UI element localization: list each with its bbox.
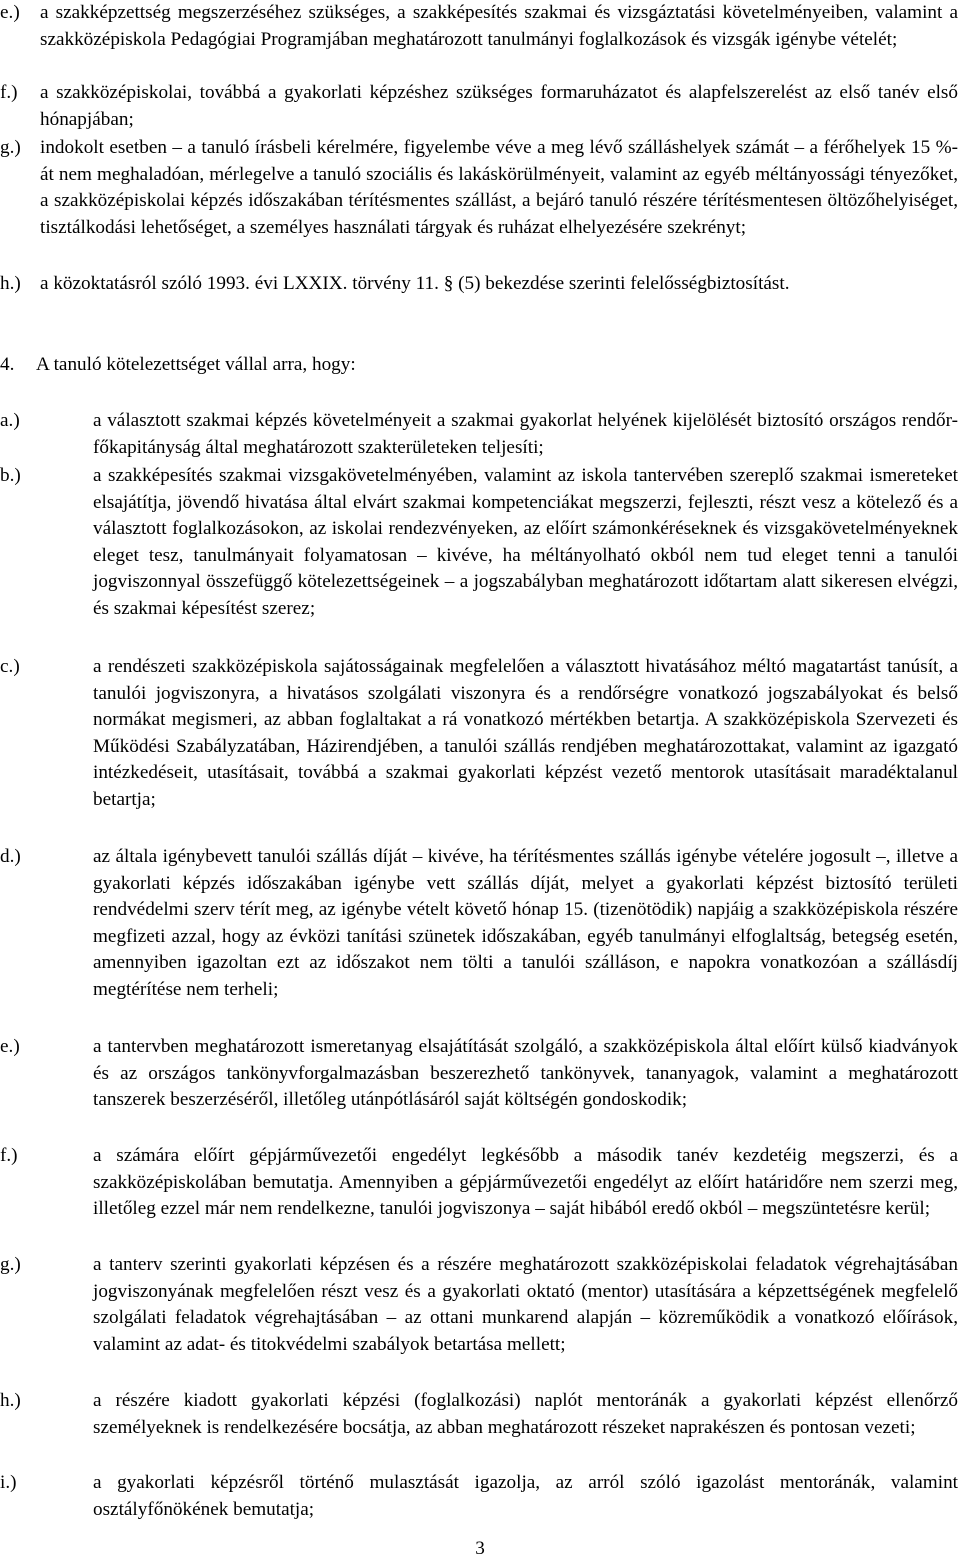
list-item-label: a.)	[0, 410, 20, 431]
list-item-text: a választott szakmai képzés követelményeit a szakmai gyakorlat helyének kijelölését biztosító országos rendőr-főkapitányság által meghatározott szakterületeken teljesíti;	[93, 410, 958, 458]
list-item-text: a gyakorlati képzésről történő mulasztását igazolja, az arról szóló igazolást mentoránák, valamint osztályfőnökének bemutatja;	[93, 1472, 958, 1520]
list-item-label: e.)	[0, 2, 20, 23]
list-item-label: g.)	[0, 1254, 21, 1275]
list-item-label: e.)	[0, 1036, 20, 1057]
list-item-text: a tanterv szerinti gyakorlati képzésen és a részére meghatározott szakközépiskolai feladatok végrehajtásában jogviszonyának megfelelően részt vesz és a gyakorlati oktató (mentor) utasítására a képzettségének megfelelő szolgálati feladatok végrehajtásában – az ottani munkarend alapján – közreműködik a vonatkozó előírások, valamint az adat- és titokvédelmi szabályok betartása mellett;	[93, 1254, 958, 1355]
list-item-4g	[0, 1252, 958, 1358]
list-item-3f	[0, 80, 958, 133]
list-item-text: az általa igénybevett tanulói szállás díját – kivéve, ha térítésmentes szállás igénybe vételére jogosult –, illetve a gyakorlati képzés időszakában igénybe vett szállás díját, melyet a gyakorlati képzést biztosító területi rendvédelmi szerv térít meg, az igénybe vételt követő hónap 15. (tizenötödik) napjáig a szakközépiskola részére megfizeti azzal, hogy az évközi tanítási szünetek időszakában, egyéb tanulmányi elfoglaltság, betegség esetén, amennyiben igazoltan ezt az időszakot nem tölti a tanulói szálláson, e napokra vonatkozóan a szállásdíj megtérítése nem terheli;	[93, 846, 958, 1000]
list-item-text: a részére kiadott gyakorlati képzési (foglalkozási) naplót mentoránák a gyakorlati képzést ellenőrző személyeknek is rendelkezésére bocsátja, az abban meghatározott részeket naprakészen és pontosan vezeti;	[93, 1390, 958, 1438]
list-item-text: a közoktatásról szóló 1993. évi LXXIX. törvény 11. § (5) bekezdése szerinti felelősségbiztosítást.	[40, 273, 790, 294]
list-item-3g	[0, 135, 958, 241]
list-item-text: a szakképesítés szakmai vizsgakövetelményében, valamint az iskola tantervében szereplő szakmai ismereteket elsajátítja, jövendő hivatása által elvárt szakmai kompetenciákat megszerzi, fejleszti, részt vesz a kötelező és a választott foglalkozásokon, az iskolai rendezvényeken, az előírt számonkéréseknek és vizsgakövetelményeknek eleget tesz, tanulmányait folyamatosan – kivéve, ha méltányolható okból nem tud eleget tenni a tanulói jogviszonnyal összefüggő kötelezettségeinek – a jogszabályban meghatározott időtartam alatt sikeresen elvégzi, és szakmai képesítést szerez;	[93, 465, 958, 619]
list-item-label: d.)	[0, 846, 21, 867]
list-item-4d	[0, 844, 958, 1004]
list-item-label: h.)	[0, 273, 21, 294]
list-item-4i	[0, 1470, 958, 1523]
page-number: 3	[475, 1538, 485, 1559]
list-item-label: b.)	[0, 465, 21, 486]
list-item-3h	[0, 271, 958, 298]
list-item-text: a számára előírt gépjárművezetői engedélyt legkésőbb a második tanév kezdetéig megszerzi, és a szakközépiskolában bemutatja. Amennyiben a gépjárművezetői engedélyt az előírt határidőre nem szerzi meg, illetőleg ezzel már nem rendelkezne, tanulói jogviszonya – saját hibából eredő okból – megszüntetésre kerül;	[93, 1145, 958, 1220]
list-item-text: a tantervben meghatározott ismeretanyag elsajátítását szolgáló, a szakközépiskola által előírt külső kiadványok és az országos tankönyvforgalmazásban beszerezhető tankönyvek, tananyagok, valamint a meghatározott tanszerek beszerzéséről, illetőleg utánpótlásáról saját költségén gondoskodik;	[93, 1036, 958, 1111]
list-item-text: indokolt esetben – a tanuló írásbeli kérelmére, figyelembe véve a meg lévő szálláshelyek számát – a férőhelyek 15 %-át nem meghaladóan, mérlegelve a tanuló szociális és lakáskörülményeit, valamint az egyéb méltányossági tényezőket, a szakközépiskolai képzés időszakában térítésmentes szállást, a bejáró tanuló részére térítésmentesen öltözőhelyiséget, tisztálkodási lehetőséget, a személyes használati tárgyak és ruházat elhelyezésére szekrényt;	[40, 137, 958, 238]
list-item-label: f.)	[0, 82, 18, 103]
list-item-4b	[0, 463, 958, 623]
list-item-4a	[0, 408, 958, 461]
section-heading	[0, 352, 900, 379]
list-item-label: c.)	[0, 656, 20, 677]
list-item-label: i.)	[0, 1472, 17, 1493]
section-title: A tanuló kötelezettséget vállal arra, hogy:	[36, 354, 356, 375]
list-item-4h	[0, 1388, 958, 1441]
list-item-label: g.)	[0, 137, 21, 158]
section-number: 4.	[0, 354, 15, 375]
list-item-4f	[0, 1143, 958, 1223]
list-item-4e	[0, 1034, 958, 1114]
list-item-3e	[0, 0, 958, 53]
list-item-4c	[0, 654, 958, 814]
list-item-text: a szakképzettség megszerzéséhez szükséges, a szakképesítés szakmai és vizsgáztatási követelményeiben, valamint a szakközépiskola Pedagógiai Programjában meghatározott tanulmányi foglalkozások és vizsgák igénybe vételét;	[40, 2, 958, 50]
list-item-text: a rendészeti szakközépiskola sajátosságainak megfelelően a választott hivatásához méltó magatartást tanúsít, a tanulói jogviszonyra, a hivatásos szolgálati viszonyra és a rendőrségre vonatkozó jogszabályokat és belső normákat megismeri, az abban foglaltakat a rá vonatkozó mértékben betartja. A szakközépiskola Szervezeti és Működési Szabályzatában, Házirendjében, a tanulói szállás rendjében meghatározottakat, valamint az igazgató intézkedéseit, utasításait, továbbá a szakmai gyakorlati képzést vezető mentorok utasításait maradéktalanul betartja;	[93, 656, 958, 810]
list-item-label: h.)	[0, 1390, 21, 1411]
list-item-text: a szakközépiskolai, továbbá a gyakorlati képzéshez szükséges formaruházatot és alapfelszerelést az első tanév első hónapjában;	[40, 82, 958, 130]
list-item-label: f.)	[0, 1145, 18, 1166]
